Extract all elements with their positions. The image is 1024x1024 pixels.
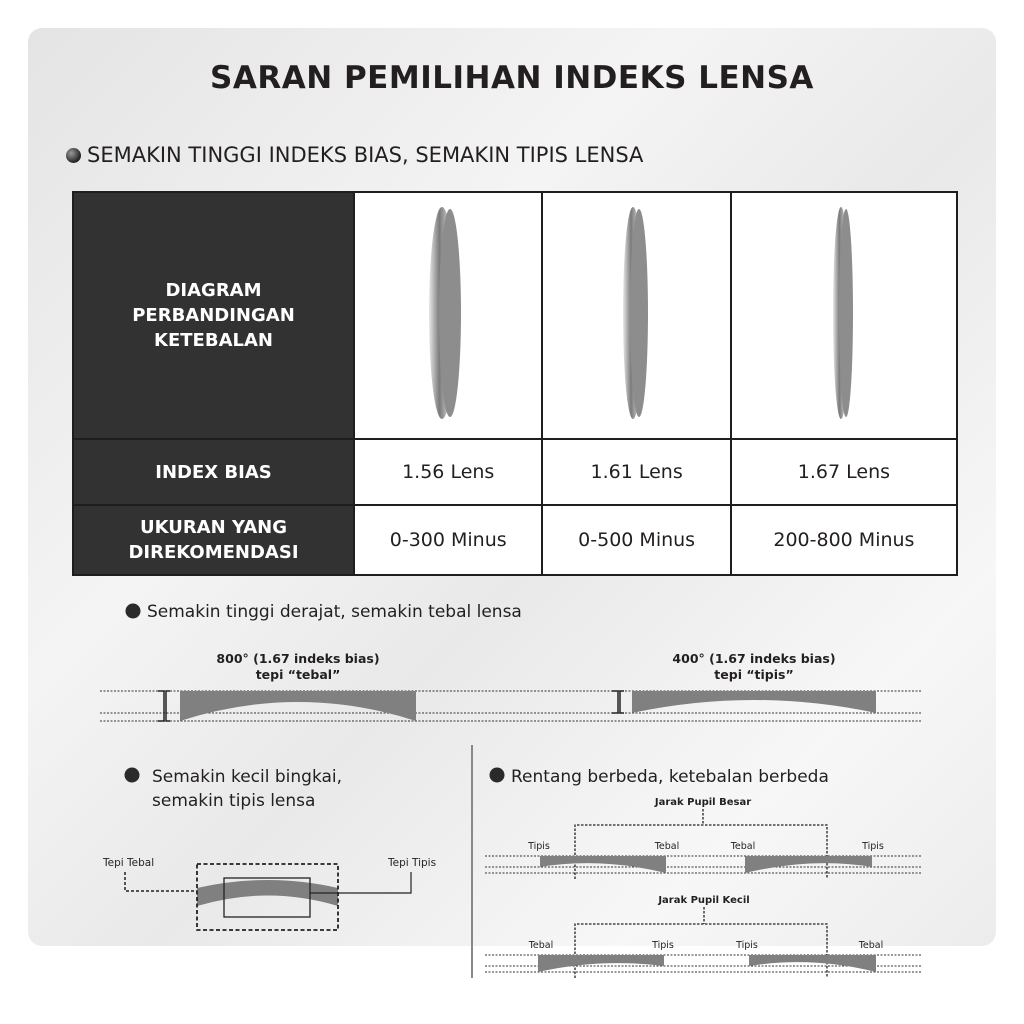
svg-text:Tebal: Tebal <box>730 841 756 852</box>
range-value: 0-500 Minus <box>542 505 730 575</box>
lens-thin-edge <box>632 691 876 713</box>
row-header: DIAGRAM PERBANDINGAN KETEBALAN <box>73 192 354 439</box>
svg-text:Tebal: Tebal <box>858 940 884 951</box>
diagram-label: tepi “tipis” <box>714 667 794 682</box>
svg-text:Tipis: Tipis <box>528 841 550 852</box>
svg-text:Tipis: Tipis <box>862 841 884 852</box>
label-thick-edge: Tepi Tebal <box>103 857 155 869</box>
section-heading: Semakin kecil bingkai, <box>152 767 343 787</box>
svg-text:Jarak Pupil Kecil: Jarak Pupil Kecil <box>658 895 750 906</box>
svg-text:Tipis: Tipis <box>652 940 674 951</box>
diagram-label: 400° (1.67 indeks bias) <box>672 651 836 666</box>
index-value: 1.67 Lens <box>731 439 957 505</box>
section-heading: Semakin tinggi derajat, semakin tebal lensa <box>147 602 522 622</box>
page-title: SARAN PEMILIHAN INDEKS LENSA <box>210 60 814 96</box>
index-value: 1.61 Lens <box>542 439 730 505</box>
lens-thick-edge <box>180 691 416 721</box>
range-value: 0-300 Minus <box>354 505 542 575</box>
diagram-label: tepi “tebal” <box>255 667 341 682</box>
section-heading: Rentang berbeda, ketebalan berbeda <box>511 767 829 787</box>
svg-text:Tebal: Tebal <box>528 940 554 951</box>
bullet-icon <box>126 604 141 619</box>
svg-text:Jarak Pupil Besar: Jarak Pupil Besar <box>654 797 752 808</box>
index-value: 1.56 Lens <box>354 439 542 505</box>
row-header: UKURAN YANG DIREKOMENDASI <box>73 505 354 575</box>
bullet-icon <box>125 768 140 783</box>
row-header: INDEX BIAS <box>73 439 354 505</box>
bullet-icon <box>490 768 505 783</box>
pupil-distance-large <box>485 797 922 879</box>
label-thin-edge: Tepi Tipis <box>388 857 437 869</box>
diagram-label: 800° (1.67 indeks bias) <box>216 651 380 666</box>
section-heading: SEMAKIN TINGGI INDEKS BIAS, SEMAKIN TIPIS LENSA <box>87 143 644 167</box>
pupil-distance-small <box>485 895 922 978</box>
section-heading: semakin tipis lensa <box>152 791 316 811</box>
svg-text:Tebal: Tebal <box>654 841 680 852</box>
svg-text:Tipis: Tipis <box>736 940 758 951</box>
range-value: 200-800 Minus <box>731 505 957 575</box>
